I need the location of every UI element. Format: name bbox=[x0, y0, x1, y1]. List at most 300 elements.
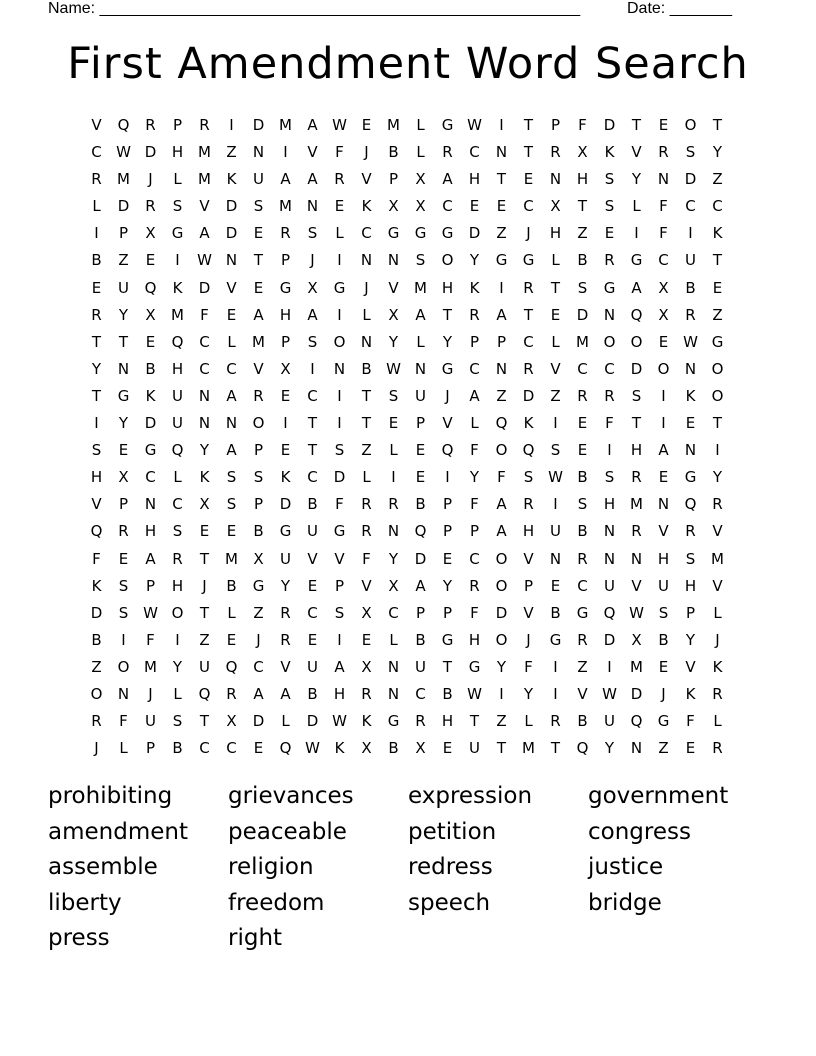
grid-letter[interactable]: E bbox=[523, 170, 534, 189]
grid-letter[interactable]: V bbox=[199, 197, 210, 216]
grid-letter[interactable]: L bbox=[335, 224, 344, 243]
grid-letter[interactable]: T bbox=[442, 305, 453, 324]
grid-letter[interactable]: B bbox=[388, 739, 399, 758]
grid-letter[interactable]: E bbox=[361, 116, 372, 134]
grid-letter[interactable]: I bbox=[229, 116, 234, 134]
grid-letter[interactable]: S bbox=[91, 441, 102, 460]
grid-letter[interactable]: I bbox=[499, 684, 504, 703]
grid-letter[interactable]: R bbox=[712, 495, 723, 514]
name-field[interactable]: Name: ______________________________________________________ bbox=[48, 0, 581, 17]
grid-letter[interactable]: Z bbox=[712, 170, 723, 189]
grid-letter[interactable]: E bbox=[577, 414, 588, 433]
grid-letter[interactable]: N bbox=[603, 522, 616, 541]
grid-letter[interactable]: H bbox=[171, 359, 184, 378]
grid-letter[interactable]: D bbox=[630, 359, 643, 378]
grid-letter[interactable]: T bbox=[523, 305, 534, 324]
grid-letter[interactable]: H bbox=[279, 305, 292, 324]
grid-letter[interactable]: R bbox=[361, 684, 372, 703]
grid-letter[interactable]: N bbox=[657, 170, 670, 189]
grid-letter[interactable]: S bbox=[415, 251, 426, 270]
grid-letter[interactable]: D bbox=[468, 224, 481, 243]
grid-letter[interactable]: J bbox=[364, 143, 369, 162]
grid-letter[interactable]: P bbox=[172, 116, 183, 134]
grid-letter[interactable]: G bbox=[387, 224, 400, 243]
grid-letter[interactable]: R bbox=[280, 224, 291, 243]
grid-letter[interactable]: D bbox=[144, 414, 157, 433]
grid-letter[interactable]: C bbox=[172, 495, 183, 514]
grid-letter[interactable]: E bbox=[307, 576, 318, 595]
grid-letter[interactable]: M bbox=[414, 278, 427, 297]
grid-letter[interactable]: K bbox=[145, 386, 156, 405]
grid-letter[interactable]: E bbox=[712, 278, 723, 297]
grid-letter[interactable]: V bbox=[307, 143, 318, 162]
grid-letter[interactable]: N bbox=[360, 332, 373, 351]
grid-letter[interactable]: U bbox=[172, 414, 183, 433]
grid-letter[interactable]: Y bbox=[442, 332, 453, 351]
grid-letter[interactable]: M bbox=[198, 143, 211, 162]
grid-letter[interactable]: D bbox=[576, 305, 589, 324]
grid-letter[interactable]: V bbox=[442, 414, 453, 433]
grid-letter[interactable]: Z bbox=[496, 224, 507, 243]
grid-letter[interactable]: D bbox=[495, 603, 508, 622]
grid-letter[interactable]: I bbox=[337, 251, 342, 270]
grid-letter[interactable]: G bbox=[279, 278, 292, 297]
grid-letter[interactable]: H bbox=[576, 170, 589, 189]
grid-letter[interactable]: T bbox=[361, 386, 372, 405]
grid-letter[interactable]: L bbox=[173, 170, 182, 189]
grid-letter[interactable]: A bbox=[307, 116, 318, 134]
grid-letter[interactable]: Z bbox=[496, 712, 507, 731]
grid-letter[interactable]: V bbox=[253, 359, 264, 378]
grid-letter[interactable]: T bbox=[199, 712, 210, 731]
grid-letter[interactable]: G bbox=[549, 630, 562, 649]
grid-letter[interactable]: P bbox=[280, 332, 291, 351]
grid-letter[interactable]: W bbox=[683, 332, 698, 351]
grid-letter[interactable]: C bbox=[199, 739, 210, 758]
grid-letter[interactable]: R bbox=[469, 576, 480, 595]
grid-letter[interactable]: Q bbox=[279, 739, 292, 758]
grid-letter[interactable]: A bbox=[334, 657, 345, 676]
grid-letter[interactable]: F bbox=[605, 414, 614, 433]
grid-letter[interactable]: E bbox=[658, 332, 669, 351]
grid-letter[interactable]: N bbox=[117, 359, 130, 378]
grid-letter[interactable]: I bbox=[175, 630, 180, 649]
grid-letter[interactable]: L bbox=[281, 712, 290, 731]
grid-letter[interactable]: C bbox=[199, 359, 210, 378]
grid-letter[interactable]: G bbox=[387, 712, 400, 731]
grid-letter[interactable]: I bbox=[715, 441, 720, 460]
grid-letter[interactable]: I bbox=[607, 657, 612, 676]
grid-letter[interactable]: Q bbox=[495, 414, 508, 433]
grid-letter[interactable]: X bbox=[415, 197, 426, 216]
grid-letter[interactable]: X bbox=[658, 305, 669, 324]
grid-letter[interactable]: Y bbox=[388, 332, 399, 351]
grid-letter[interactable]: Y bbox=[631, 170, 642, 189]
grid-letter[interactable]: K bbox=[469, 278, 480, 297]
grid-letter[interactable]: W bbox=[332, 116, 347, 134]
grid-letter[interactable]: D bbox=[225, 197, 238, 216]
grid-letter[interactable]: G bbox=[279, 522, 292, 541]
grid-letter[interactable]: T bbox=[523, 143, 534, 162]
grid-letter[interactable]: A bbox=[442, 170, 453, 189]
grid-letter[interactable]: W bbox=[467, 684, 482, 703]
grid-letter[interactable]: I bbox=[553, 414, 558, 433]
grid-letter[interactable]: V bbox=[226, 278, 237, 297]
grid-letter[interactable]: L bbox=[416, 116, 425, 134]
grid-letter[interactable]: J bbox=[148, 170, 153, 189]
grid-letter[interactable]: E bbox=[604, 224, 615, 243]
grid-letter[interactable]: X bbox=[361, 603, 372, 622]
grid-letter[interactable]: S bbox=[388, 386, 399, 405]
grid-letter[interactable]: T bbox=[307, 414, 318, 433]
grid-letter[interactable]: M bbox=[576, 332, 589, 351]
grid-letter[interactable]: G bbox=[441, 359, 454, 378]
grid-letter[interactable]: I bbox=[337, 630, 342, 649]
grid-letter[interactable]: L bbox=[389, 441, 398, 460]
grid-letter[interactable]: C bbox=[199, 332, 210, 351]
grid-letter[interactable]: N bbox=[657, 495, 670, 514]
grid-letter[interactable]: L bbox=[632, 197, 641, 216]
grid-letter[interactable]: A bbox=[658, 441, 669, 460]
grid-letter[interactable]: E bbox=[226, 630, 237, 649]
grid-letter[interactable]: H bbox=[441, 712, 454, 731]
grid-letter[interactable]: D bbox=[522, 386, 535, 405]
grid-letter[interactable]: G bbox=[657, 712, 670, 731]
grid-letter[interactable]: B bbox=[91, 251, 102, 270]
grid-letter[interactable]: Y bbox=[712, 143, 723, 162]
grid-letter[interactable]: V bbox=[631, 576, 642, 595]
grid-letter[interactable]: A bbox=[280, 170, 291, 189]
grid-letter[interactable]: Y bbox=[496, 657, 507, 676]
grid-letter[interactable]: R bbox=[91, 712, 102, 731]
grid-letter[interactable]: S bbox=[172, 522, 183, 541]
grid-letter[interactable]: S bbox=[685, 549, 696, 568]
grid-letter[interactable]: Z bbox=[658, 739, 669, 758]
grid-letter[interactable]: I bbox=[553, 684, 558, 703]
grid-letter[interactable]: C bbox=[658, 251, 669, 270]
grid-letter[interactable]: F bbox=[335, 143, 344, 162]
grid-letter[interactable]: V bbox=[577, 684, 588, 703]
grid-letter[interactable]: H bbox=[171, 576, 184, 595]
grid-letter[interactable]: V bbox=[685, 657, 696, 676]
grid-letter[interactable]: J bbox=[526, 224, 531, 243]
grid-letter[interactable]: T bbox=[442, 657, 453, 676]
grid-letter[interactable]: C bbox=[307, 386, 318, 405]
grid-letter[interactable]: V bbox=[361, 576, 372, 595]
grid-letter[interactable]: Q bbox=[576, 739, 589, 758]
grid-letter[interactable]: N bbox=[198, 414, 211, 433]
grid-letter[interactable]: R bbox=[361, 522, 372, 541]
grid-letter[interactable]: U bbox=[307, 522, 318, 541]
grid-letter[interactable]: E bbox=[388, 414, 399, 433]
grid-letter[interactable]: Q bbox=[522, 441, 535, 460]
grid-letter[interactable]: Q bbox=[414, 522, 427, 541]
grid-letter[interactable]: L bbox=[416, 143, 425, 162]
grid-letter[interactable]: F bbox=[497, 468, 506, 487]
grid-letter[interactable]: G bbox=[576, 603, 589, 622]
grid-letter[interactable]: W bbox=[548, 468, 563, 487]
grid-letter[interactable]: B bbox=[415, 630, 426, 649]
grid-letter[interactable]: R bbox=[118, 522, 129, 541]
grid-letter[interactable]: T bbox=[712, 251, 723, 270]
grid-letter[interactable]: Y bbox=[118, 414, 129, 433]
grid-letter[interactable]: E bbox=[415, 468, 426, 487]
grid-letter[interactable]: S bbox=[577, 278, 588, 297]
grid-letter[interactable]: Z bbox=[226, 143, 237, 162]
grid-letter[interactable]: N bbox=[225, 414, 238, 433]
grid-letter[interactable]: R bbox=[172, 549, 183, 568]
grid-letter[interactable]: B bbox=[577, 522, 588, 541]
grid-letter[interactable]: A bbox=[496, 495, 507, 514]
grid-letter[interactable]: O bbox=[630, 332, 643, 351]
grid-letter[interactable]: I bbox=[607, 441, 612, 460]
grid-letter[interactable]: W bbox=[386, 359, 401, 378]
grid-letter[interactable]: D bbox=[279, 495, 292, 514]
grid-letter[interactable]: V bbox=[658, 522, 669, 541]
grid-letter[interactable]: H bbox=[684, 576, 697, 595]
grid-letter[interactable]: K bbox=[334, 739, 345, 758]
grid-letter[interactable]: B bbox=[172, 739, 183, 758]
grid-letter[interactable]: T bbox=[496, 739, 507, 758]
grid-letter[interactable]: H bbox=[468, 630, 481, 649]
grid-letter[interactable]: D bbox=[603, 630, 616, 649]
grid-letter[interactable]: Q bbox=[684, 495, 697, 514]
grid-letter[interactable]: Z bbox=[577, 224, 588, 243]
grid-letter[interactable]: X bbox=[199, 495, 210, 514]
grid-letter[interactable]: X bbox=[145, 305, 156, 324]
grid-letter[interactable]: J bbox=[202, 576, 207, 595]
grid-letter[interactable]: S bbox=[577, 495, 588, 514]
grid-letter[interactable]: E bbox=[658, 657, 669, 676]
grid-letter[interactable]: E bbox=[280, 441, 291, 460]
grid-letter[interactable]: V bbox=[631, 143, 642, 162]
grid-letter[interactable]: S bbox=[253, 468, 264, 487]
grid-letter[interactable]: L bbox=[416, 332, 425, 351]
grid-letter[interactable]: N bbox=[630, 739, 643, 758]
grid-letter[interactable]: S bbox=[226, 468, 237, 487]
grid-letter[interactable]: F bbox=[335, 495, 344, 514]
grid-letter[interactable]: I bbox=[688, 224, 693, 243]
grid-letter[interactable]: E bbox=[577, 441, 588, 460]
grid-letter[interactable]: B bbox=[658, 630, 669, 649]
grid-letter[interactable]: U bbox=[658, 576, 669, 595]
grid-letter[interactable]: K bbox=[226, 170, 237, 189]
grid-letter[interactable]: O bbox=[90, 684, 103, 703]
grid-letter[interactable]: Y bbox=[442, 576, 453, 595]
grid-letter[interactable]: J bbox=[364, 278, 369, 297]
grid-letter[interactable]: R bbox=[523, 495, 534, 514]
grid-letter[interactable]: C bbox=[253, 657, 264, 676]
grid-letter[interactable]: L bbox=[470, 414, 479, 433]
grid-letter[interactable]: L bbox=[362, 305, 371, 324]
grid-letter[interactable]: S bbox=[550, 441, 561, 460]
grid-letter[interactable]: F bbox=[578, 116, 587, 134]
grid-letter[interactable]: C bbox=[91, 143, 102, 162]
grid-letter[interactable]: N bbox=[117, 684, 130, 703]
grid-letter[interactable]: B bbox=[253, 522, 264, 541]
grid-letter[interactable]: E bbox=[199, 522, 210, 541]
grid-letter[interactable]: N bbox=[630, 549, 643, 568]
grid-letter[interactable]: O bbox=[171, 603, 184, 622]
grid-letter[interactable]: O bbox=[495, 576, 508, 595]
grid-letter[interactable]: B bbox=[415, 495, 426, 514]
grid-letter[interactable]: I bbox=[499, 278, 504, 297]
grid-letter[interactable]: S bbox=[172, 712, 183, 731]
grid-letter[interactable]: A bbox=[280, 684, 291, 703]
grid-letter[interactable]: B bbox=[577, 468, 588, 487]
grid-letter[interactable]: H bbox=[549, 224, 562, 243]
grid-letter[interactable]: N bbox=[684, 359, 697, 378]
grid-letter[interactable]: U bbox=[415, 386, 426, 405]
grid-letter[interactable]: E bbox=[118, 549, 129, 568]
grid-letter[interactable]: A bbox=[253, 305, 264, 324]
grid-letter[interactable]: V bbox=[91, 495, 102, 514]
grid-letter[interactable]: J bbox=[310, 251, 315, 270]
grid-letter[interactable]: O bbox=[657, 359, 670, 378]
grid-letter[interactable]: G bbox=[333, 278, 346, 297]
grid-letter[interactable]: D bbox=[603, 116, 616, 134]
grid-letter[interactable]: P bbox=[118, 495, 129, 514]
grid-letter[interactable]: V bbox=[91, 116, 102, 134]
grid-letter[interactable]: T bbox=[118, 332, 129, 351]
grid-letter[interactable]: Y bbox=[388, 549, 399, 568]
grid-letter[interactable]: B bbox=[577, 712, 588, 731]
grid-letter[interactable]: O bbox=[441, 251, 454, 270]
grid-letter[interactable]: N bbox=[387, 522, 400, 541]
grid-letter[interactable]: E bbox=[658, 116, 669, 134]
grid-letter[interactable]: F bbox=[92, 549, 101, 568]
grid-letter[interactable]: Q bbox=[441, 441, 454, 460]
grid-letter[interactable]: S bbox=[118, 603, 129, 622]
grid-letter[interactable]: X bbox=[361, 739, 372, 758]
grid-letter[interactable]: E bbox=[685, 414, 696, 433]
grid-letter[interactable]: P bbox=[253, 495, 264, 514]
grid-letter[interactable]: D bbox=[333, 468, 346, 487]
grid-letter[interactable]: T bbox=[469, 712, 480, 731]
grid-letter[interactable]: G bbox=[603, 278, 616, 297]
grid-letter[interactable]: Q bbox=[630, 305, 643, 324]
grid-letter[interactable]: E bbox=[496, 197, 507, 216]
grid-letter[interactable]: R bbox=[631, 522, 642, 541]
grid-letter[interactable]: B bbox=[307, 684, 318, 703]
grid-letter[interactable]: E bbox=[550, 305, 561, 324]
grid-letter[interactable]: F bbox=[659, 224, 668, 243]
grid-letter[interactable]: N bbox=[333, 359, 346, 378]
grid-letter[interactable]: C bbox=[442, 197, 453, 216]
grid-letter[interactable]: A bbox=[631, 278, 642, 297]
grid-letter[interactable]: C bbox=[685, 197, 696, 216]
grid-letter[interactable]: N bbox=[144, 495, 157, 514]
grid-letter[interactable]: R bbox=[712, 739, 723, 758]
grid-letter[interactable]: T bbox=[577, 197, 588, 216]
grid-letter[interactable]: I bbox=[391, 468, 396, 487]
grid-letter[interactable]: K bbox=[712, 657, 723, 676]
grid-letter[interactable]: X bbox=[388, 576, 399, 595]
grid-letter[interactable]: E bbox=[91, 278, 102, 297]
grid-letter[interactable]: N bbox=[387, 657, 400, 676]
grid-letter[interactable]: F bbox=[470, 441, 479, 460]
grid-letter[interactable]: D bbox=[252, 116, 265, 134]
grid-letter[interactable]: R bbox=[685, 305, 696, 324]
grid-letter[interactable]: R bbox=[334, 170, 345, 189]
grid-letter[interactable]: F bbox=[659, 197, 668, 216]
grid-letter[interactable]: O bbox=[711, 359, 724, 378]
grid-letter[interactable]: O bbox=[333, 332, 346, 351]
grid-letter[interactable]: T bbox=[523, 116, 534, 134]
grid-letter[interactable]: U bbox=[604, 712, 615, 731]
date-field[interactable]: Date: _______ bbox=[627, 0, 732, 17]
grid-letter[interactable]: I bbox=[337, 305, 342, 324]
grid-letter[interactable]: K bbox=[91, 576, 102, 595]
grid-letter[interactable]: E bbox=[253, 278, 264, 297]
grid-letter[interactable]: U bbox=[280, 549, 291, 568]
grid-letter[interactable]: D bbox=[117, 197, 130, 216]
grid-letter[interactable]: K bbox=[685, 684, 696, 703]
grid-letter[interactable]: J bbox=[445, 386, 450, 405]
grid-letter[interactable]: N bbox=[549, 170, 562, 189]
grid-letter[interactable]: A bbox=[307, 170, 318, 189]
grid-letter[interactable]: M bbox=[144, 657, 157, 676]
grid-letter[interactable]: X bbox=[631, 630, 642, 649]
grid-letter[interactable]: R bbox=[631, 468, 642, 487]
grid-letter[interactable]: J bbox=[148, 684, 153, 703]
grid-letter[interactable]: I bbox=[121, 630, 126, 649]
grid-letter[interactable]: F bbox=[524, 657, 533, 676]
grid-letter[interactable]: L bbox=[389, 630, 398, 649]
grid-letter[interactable]: L bbox=[524, 712, 533, 731]
grid-letter[interactable]: G bbox=[171, 224, 184, 243]
grid-letter[interactable]: O bbox=[711, 386, 724, 405]
grid-letter[interactable]: A bbox=[415, 305, 426, 324]
grid-letter[interactable]: N bbox=[414, 359, 427, 378]
grid-letter[interactable]: D bbox=[684, 170, 697, 189]
grid-letter[interactable]: A bbox=[226, 386, 237, 405]
grid-letter[interactable]: V bbox=[334, 549, 345, 568]
grid-letter[interactable]: T bbox=[712, 116, 723, 134]
grid-letter[interactable]: A bbox=[145, 549, 156, 568]
grid-letter[interactable]: R bbox=[253, 386, 264, 405]
grid-letter[interactable]: D bbox=[414, 549, 427, 568]
grid-letter[interactable]: S bbox=[226, 495, 237, 514]
grid-letter[interactable]: F bbox=[470, 603, 479, 622]
grid-letter[interactable]: I bbox=[553, 657, 558, 676]
grid-letter[interactable]: V bbox=[307, 549, 318, 568]
grid-letter[interactable]: I bbox=[445, 468, 450, 487]
grid-letter[interactable]: B bbox=[307, 495, 318, 514]
grid-letter[interactable]: U bbox=[118, 278, 129, 297]
grid-letter[interactable]: S bbox=[334, 603, 345, 622]
grid-letter[interactable]: C bbox=[469, 359, 480, 378]
grid-letter[interactable]: N bbox=[495, 359, 508, 378]
grid-letter[interactable]: I bbox=[337, 414, 342, 433]
grid-letter[interactable]: R bbox=[604, 251, 615, 270]
grid-letter[interactable]: O bbox=[252, 414, 265, 433]
grid-letter[interactable]: M bbox=[630, 495, 643, 514]
grid-letter[interactable]: X bbox=[253, 549, 264, 568]
grid-letter[interactable]: I bbox=[283, 143, 288, 162]
grid-letter[interactable]: G bbox=[711, 332, 724, 351]
grid-letter[interactable]: Y bbox=[280, 576, 291, 595]
grid-letter[interactable]: Y bbox=[685, 630, 696, 649]
grid-letter[interactable]: Q bbox=[198, 684, 211, 703]
grid-letter[interactable]: R bbox=[388, 495, 399, 514]
grid-letter[interactable]: E bbox=[334, 197, 345, 216]
grid-letter[interactable]: G bbox=[441, 116, 454, 134]
grid-letter[interactable]: G bbox=[630, 251, 643, 270]
grid-letter[interactable]: B bbox=[361, 359, 372, 378]
grid-letter[interactable]: R bbox=[280, 603, 291, 622]
grid-letter[interactable]: X bbox=[280, 359, 291, 378]
